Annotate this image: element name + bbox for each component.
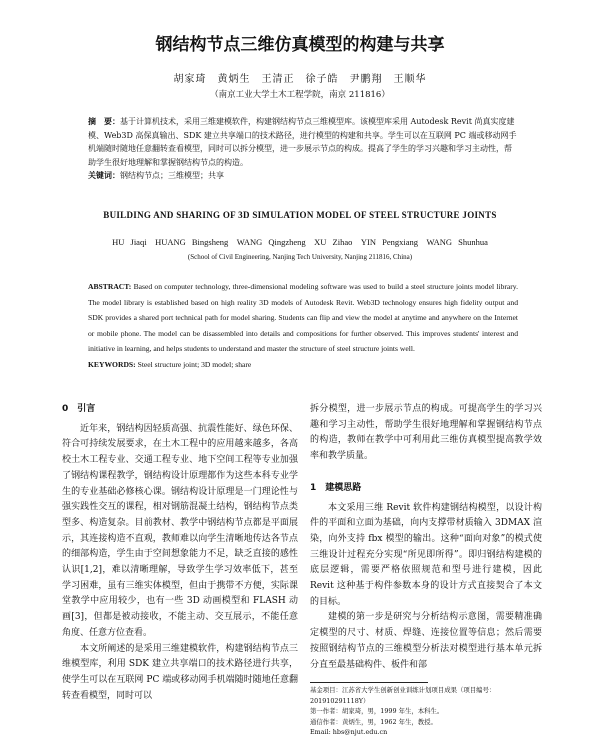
footnote-email: Email: hbs@njut.edu.cn bbox=[310, 728, 388, 736]
paragraph-intro-1: 近年来，钢结构因轻质高强、抗震性能好、绿色环保、符合可持续发展要求，在土木工程中的应用越来越多，各高校土木工程专业、交通工程专业、地下空间工程等专业加强了钢结构课程教学，钢结构设计原理都作为这些本科专业学生的专业基础必修核心课。钢结构设计原理是一门理论性与强实践性交互的课程，相对钢筋混凝土结构，钢结构节点类型多、构造复杂。目前教材、教学中钢结构节点都是平面展示，其连接构造不直观，教师难以向学生清晰地传达各节点的细部构造，学生由于空间想象能力不足，缺乏直接的感性认识[1,2]，难以清晰理解，导致学生学习效率低下，甚至学习困难，虽有三维实体模型，但由于携带不方便，实际课堂教学中应用较少，也有一些 3D 动画模型和 FLASH 动画[3]，但都是被动接收，不能主动、交互展示，不能任意角度、任意方位查看。 bbox=[62, 423, 298, 638]
footnote-divider bbox=[310, 682, 428, 683]
footnote-first-author: 第一作者：胡家琦，男，1999 年生，本科生。 bbox=[310, 707, 444, 715]
section-heading-1: 1 建模思路 bbox=[310, 482, 362, 493]
keywords-cn: 钢结构节点；三维模型；共享 bbox=[120, 171, 224, 180]
paper-title-en: BUILDING AND SHARING OF 3D SIMULATION MODEL OF STEEL STRUCTURE JOINTS bbox=[103, 210, 497, 220]
footnote-corresponding-author: 通信作者：黄炳生，男，1962 年生，教授。 bbox=[310, 717, 437, 726]
paragraph-modeling-2: 建模的第一步是研究与分析结构示意图，需要精准确定模型的尺寸、材质、焊缝、连接位置等信息；然后需要按照钢结构节点的三维模型分析法对模型进行基本单元拆分直至最基础构件、板件和部 bbox=[310, 612, 542, 670]
abstract-text-en: Based on computer technology, three-dimensional modeling software was used to build a steel structure joints model library. The model library is established based on high reality 3D models of Autodesk Revit. Web3D technology ensures high fidelity output and SDK provides a shared port technical path for model sharing. Students can flip and view the model at anytime and anywhere on the Internet or mobile phone. The model can be disassembled into details and compositions for further observed. This improves students' interest and initiative in learning, and helps students to understand and master the structure of steel structure joints well. bbox=[88, 282, 518, 353]
affiliation-cn: （南京工业大学土木工程学院，南京 211816） bbox=[210, 90, 390, 100]
abstract-en bbox=[88, 279, 518, 372]
authors-cn: 胡家琦 黄炳生 王清正 徐子皓 尹鹏翔 王顺华 bbox=[173, 74, 427, 85]
abstract-cn bbox=[88, 115, 518, 183]
section-heading-0: 0 引言 bbox=[62, 404, 96, 414]
affiliation-en: (School of Civil Engineering, Nanjing Tech University, Nanjing 211816, China) bbox=[187, 253, 413, 261]
keywords-label-en: KEYWORDS: bbox=[88, 359, 136, 369]
authors-en: HU Jiaqi HUANG Bingsheng WANG Qingzheng XU Zihao YIN Pengxiang WANG Shunhua bbox=[112, 237, 488, 247]
right-column bbox=[310, 402, 542, 673]
paper-title-cn: 钢结构节点三维仿真模型的构建与共享 bbox=[155, 35, 445, 55]
keywords-label-cn: 关键词： bbox=[88, 171, 120, 180]
abstract-text-cn: 基于计算机技术，采用三维建模软件，构建钢结构节点三维模型库。该模型库采用 Autodesk Revit 尚真实度建模、Web3D 高保真输出、SDK 建立共享端口的技术路径，进行模型的构建和共享。学生可以在互联网 PC 端或移动网手机端随时随地任意翻转查看模型，同时可以拆分模型，进一步展示节点的构成。提高了学生的学习兴趣和学习主动性，帮助学生很好地理解和掌握钢结构节点的构造。 bbox=[88, 117, 517, 167]
paragraph-modeling-1: 本文采用三维 Revit 软件构建钢结构模型，以设计构件的平面和立面为基础，向内支撑带材质输入 3DMAX 渲染，向外支持 fbx 模型的输出。这种“面向对象”的模式使三维设计过程充分实现“所见即所得”。即归钢结构建模的底层逻辑，需要严格依照规范和型号进行建模，因此 Revit 这种基于构件参数本身的设计方式直接契合了本文的目标。 bbox=[310, 502, 542, 607]
paragraph-intro-2: 本文所阐述的是采用三维建模软件，构建钢结构节点三维模型库，利用 SDK 建立共享端口的技术路径进行共享，使学生可以在互联网 PC 端或移动网手机端随时随地任意翻转查看模型，同时可以 bbox=[62, 643, 298, 701]
keywords-en: Steel structure joint; 3D model; share bbox=[137, 359, 252, 369]
abstract-label-cn: 摘 要： bbox=[88, 117, 120, 126]
paragraph-intro-continued: 拆分模型，进一步展示节点的构成。可提高学生的学习兴趣和学习主动性，帮助学生很好地理解和掌握钢结构节点的构造，教师在教学中可利用此三维仿真模型提高教学效率和教学质量。 bbox=[310, 404, 542, 462]
abstract-label-en: ABSTRACT: bbox=[88, 282, 132, 291]
footnotes bbox=[310, 685, 540, 738]
footnote-funding: 基金项目：江苏省大学生创新创业训练计划项目成果（项目编号：201910291118Y） bbox=[310, 686, 496, 705]
left-column bbox=[62, 402, 298, 704]
